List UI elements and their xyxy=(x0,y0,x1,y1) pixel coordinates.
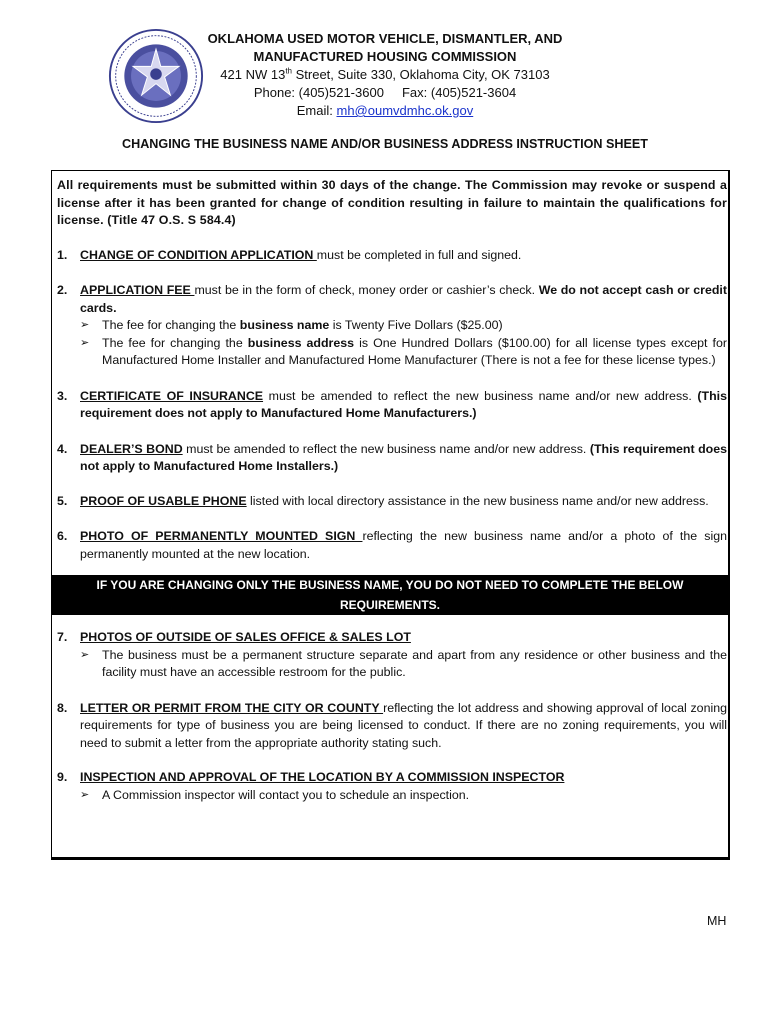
requirements-content xyxy=(57,177,727,804)
arrow-bullet-icon: ➢ xyxy=(80,648,90,661)
requirement-item: 5. PROOF OF USABLE PHONE listed with local directory assistance in the new business name and/or new address. xyxy=(57,493,709,508)
commission-header xyxy=(205,30,565,120)
commission-phone-fax: Phone: (405)521-3600 Fax: (405)521-3604 xyxy=(253,85,517,100)
arrow-bullet-icon: ➢ xyxy=(80,336,90,349)
page-title: CHANGING THE BUSINESS NAME AND/OR BUSINESS ADDRESS INSTRUCTION SHEET xyxy=(122,137,648,151)
requirement-item: 6. PHOTO OF PERMANENTLY MOUNTED SIGN reflecting the new business name and/or a photo of the sign permanently mounted at the new location. xyxy=(57,529,727,561)
requirement-bullet: ➢ A Commission inspector will contact you to schedule an inspection. xyxy=(80,787,727,805)
footer-code: MH xyxy=(707,914,727,928)
requirement-item: 9. INSPECTION AND APPROVAL OF THE LOCATION BY A COMMISSION INSPECTOR ➢ A Commission inspector will contact you to schedule an inspection. xyxy=(57,769,727,804)
email-link[interactable]: mh@oumvdmhc.ok.gov xyxy=(336,103,474,118)
requirement-item: 8. LETTER OR PERMIT FROM THE CITY OR COUNTY reflecting the lot address and showing approval of local zoning requirements for type of business you are being licensed to conduct. If there are no zoning requirements, you will need to submit a letter from the appropriate authority stating such. xyxy=(57,700,727,750)
requirement-item: 7. PHOTOS OF OUTSIDE OF SALES OFFICE & SALES LOT ➢ The business must be a permanent structure separate and apart from any residence or other business and the facility must have an accessible restroom for the public. xyxy=(57,629,727,682)
arrow-bullet-icon: ➢ xyxy=(80,319,90,331)
requirement-item: 2. APPLICATION FEE must be in the form of check, money order or cashier’s check. We do not accept cash or credit cards. ➢ The fee for changing the business name is Twenty Five Dollars ($25.00) ➢ The fee for changing the business address is One Hundred Dollars ($100.00) for all license types except for Manufactured Home Installer and Manufactured Home Manufacturer (There is not a fee for these license types.) xyxy=(57,282,727,370)
commission-email: Email: mh@oumvdmhc.ok.gov xyxy=(296,103,474,118)
commission-name-line2: MANUFACTURED HOUSING COMMISSION xyxy=(253,49,517,64)
arrow-bullet-icon: ➢ xyxy=(80,788,90,801)
commission-name-line1: OKLAHOMA USED MOTOR VEHICLE, DISMANTLER, AND xyxy=(207,31,563,46)
oklahoma-state-seal-icon xyxy=(108,28,204,124)
requirement-item: 1. CHANGE OF CONDITION APPLICATION must be completed in full and signed. xyxy=(57,247,522,262)
commission-address: 421 NW 13th Street, Suite 330, Oklahoma City, OK 73103 xyxy=(220,66,550,82)
fee-bullet: ➢ The fee for changing the business name is Twenty Five Dollars ($25.00) xyxy=(80,317,727,335)
requirement-bullet: ➢ The business must be a permanent structure separate and apart from any residence or other business and the facility must have an accessible restroom for the public. xyxy=(80,647,727,679)
requirement-item: 3. CERTIFICATE OF INSURANCE must be amended to reflect the new business name and/or new address. (This requirement does not apply to Manufactured Home Manufacturers.) xyxy=(57,388,727,420)
fee-bullet: ➢ The fee for changing the business address is One Hundred Dollars ($100.00) for all license types except for Manufactured Home Installer and Manufactured Home Manufacturer (There is not a fee for these license types.) xyxy=(80,335,727,367)
requirement-item: 4. DEALER’S BOND must be amended to reflect the new business name and/or new address. (This requirement does not apply to Manufactured Home Installers.) xyxy=(57,441,727,473)
intro-text: All requirements must be submitted within 30 days of the change. The Commission may revoke or suspend a license after it has been granted for change of condition resulting in failure to maintain the qualifications for license. (Title 47 O.S. S 584.4) xyxy=(57,178,727,227)
name-only-banner: IF YOU ARE CHANGING ONLY THE BUSINESS NAME, YOU DO NOT NEED TO COMPLETE THE BELOW REQUIREMENTS. xyxy=(52,575,728,615)
